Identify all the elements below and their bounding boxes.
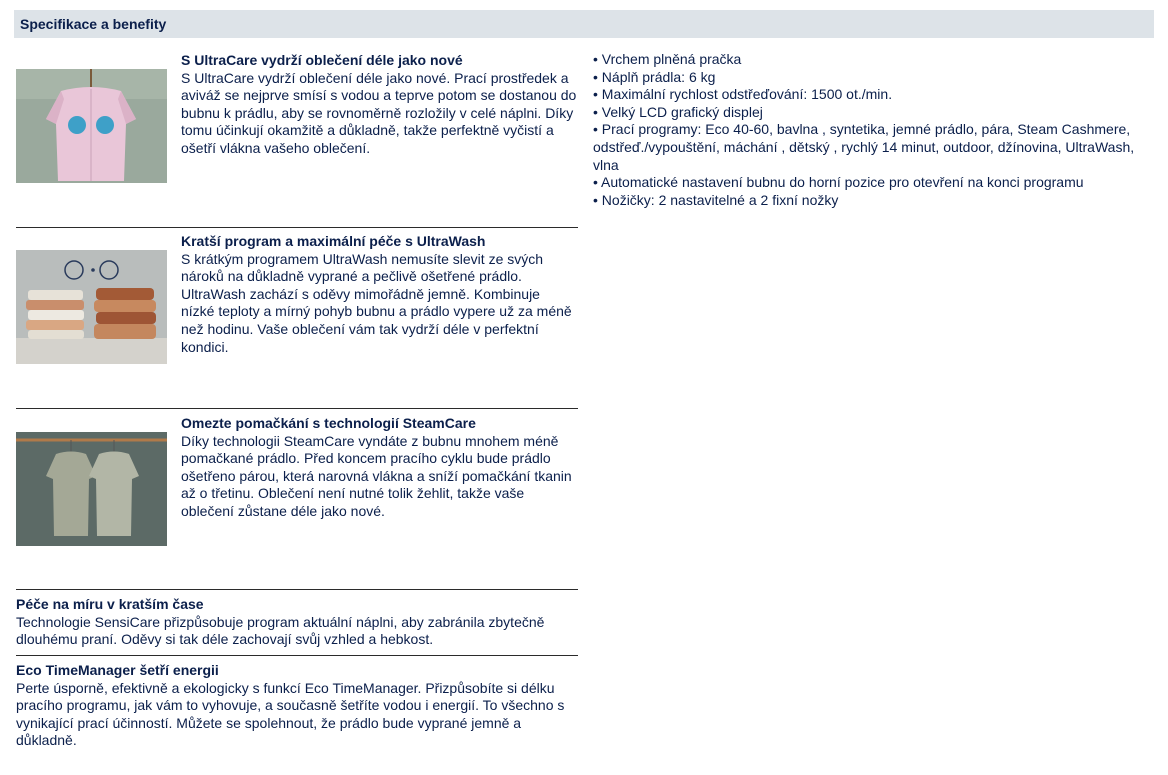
feature-body: S UltraCare vydrží oblečení déle jako nové. Prací prostředek a aviváž se nejprve smísí s vodou a teprve potom se dostanou do bubnu k prádlu, aby se rovnoměrně rozložily v celé náplni. Díky tomu účinkují okamžitě a důkladně, takže perfektně vyčistí a ošetří vlákna vašeho oblečení.: [181, 69, 577, 156]
spec-item: • Prací programy: Eco 40-60, bavlna , syntetika, jemné prádlo, pára, Steam Cashmere, odstřeď./vypouštění, máchání , dětský , rychlý 14 minut, outdoor, džínovina, UltraWash, vlna: [593, 121, 1135, 173]
feature-steamcare: [16, 415, 578, 585]
spec-item: • Maximální rychlost odstřeďování: 1500 ot./min.: [593, 86, 893, 103]
feature-text-steamcare: [181, 415, 577, 521]
feature-ultracare: [16, 52, 578, 222]
feature-body: Technologie SensiCare přizpůsobuje program aktuální náplni, aby zabránila zbytečně dlouhému praní. Oděvy si tak déle zachovají svůj vzhled a hebkost.: [16, 613, 545, 648]
feature-title: S UltraCare vydrží oblečení déle jako nové: [181, 52, 463, 68]
feature-image-steamcare: [16, 432, 167, 546]
feature-text-ultracare: [181, 52, 577, 158]
divider: [16, 589, 578, 590]
divider: [16, 227, 578, 228]
feature-ultrawash: [16, 233, 578, 403]
feature-image-ultrawash: [16, 250, 167, 364]
feature-image-ultracare: [16, 69, 167, 183]
feature-body: S krátkým programem UltraWash nemusíte slevit ze svých nároků na důkladně vyprané a pečlivě ošetřené prádlo. UltraWash zachází s oděvy mimořádně jemně. Kombinuje nízké teploty a mírný pohyb bubnu a prádlo vypere už za méně než hodinu. Vaše oblečení vám tak vydrží déle v perfektní kondici.: [181, 250, 572, 355]
spec-item: • Automatické nastavení bubnu do horní pozice pro otevření na konci programu: [593, 174, 1084, 191]
spec-list: [593, 51, 1148, 209]
feature-text-ultrawash: [181, 233, 577, 356]
divider: [16, 655, 578, 656]
spec-item: • Náplň prádla: 6 kg: [593, 68, 716, 85]
spec-item: • Velký LCD grafický displej: [593, 103, 763, 120]
section-title: Specifikace a benefity: [20, 16, 167, 32]
feature-title: Péče na míru v kratším čase: [16, 596, 204, 612]
spec-item: • Vrchem plněná pračka: [593, 51, 742, 67]
feature-body: Perte úsporně, efektivně a ekologicky s funkcí Eco TimeManager. Přizpůsobíte si délku pracího programu, jak vám to vyhovuje, a současně šetříte vodou i energií. To všechno s vynikající prací účinností. Můžete se spolehnout, že prádlo bude vyprané jemně a důkladně.: [16, 679, 565, 749]
spec-item: • Nožičky: 2 nastavitelné a 2 fixní nožky: [593, 191, 839, 208]
feature-body: Díky technologii SteamCare vyndáte z bubnu mnohem méně pomačkané prádlo. Před koncem pracího cyklu bude prádlo ošetřeno párou, která narovná vlákna a sníží pomačkání tkanin až o třetinu. Oblečení není nutné tolik žehlit, takže vaše oblečení zůstane déle jako nové.: [181, 432, 572, 519]
feature-title: Eco TimeManager šetří energii: [16, 662, 219, 678]
divider: [16, 408, 578, 409]
feature-title: Omezte pomačkání s technologií SteamCare: [181, 415, 476, 431]
feature-eco-timemanager: [16, 662, 578, 750]
section-header: [14, 10, 1154, 38]
feature-sensicare: [16, 596, 578, 649]
feature-title: Kratší program a maximální péče s UltraWash: [181, 233, 486, 249]
